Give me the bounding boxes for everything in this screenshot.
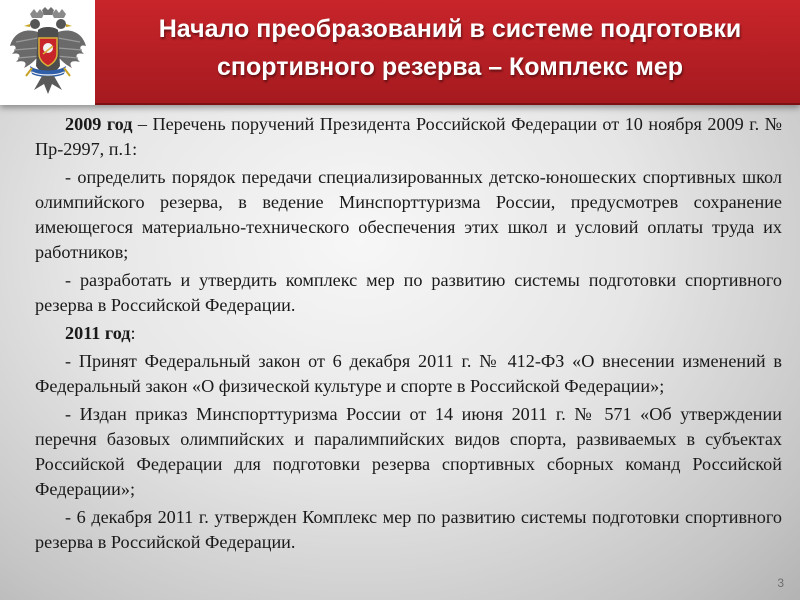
- paragraph-2011-colon: :: [130, 323, 136, 343]
- slide-header: [0, 0, 800, 105]
- page-title: [105, 10, 795, 86]
- paragraph-2011-intro: [35, 321, 782, 346]
- list-item-transfer-schools: - определить порядок передачи специализированных детско-юношеских спортивных школ олимпийского резерва, в ведение Минспорттуризма России, предусмотрев сохранение имеющегося материально-технического обеспечения этих школ и условий оплаты труда их работников;: [35, 167, 782, 262]
- paragraph-2009-text: – Перечень поручений Президента Российской Федерации от 10 ноября 2009 г. № Пр-2997, п.1:: [35, 114, 782, 159]
- paragraph-2009-intro: [35, 112, 782, 162]
- year-2011-label: 2011 год: [65, 323, 131, 343]
- list-item-complex-approved: - 6 декабря 2011 г. утвержден Комплекс мер по развитию системы подготовки спортивного резерва в Российской Федерации.: [35, 507, 782, 552]
- emblem-container: [0, 0, 95, 105]
- year-2009-label: 2009 год: [65, 114, 133, 134]
- slide-body: [35, 112, 782, 555]
- list-item-federal-law: - Принят Федеральный закон от 6 декабря 2011 г. № 412-ФЗ «О внесении изменений в Федеральный закон «О физической культуре и спорте в Российской Федерации»;: [35, 351, 782, 396]
- list-item-develop-measures: - разработать и утвердить комплекс мер по развитию системы подготовки спортивного резерва в Российской Федерации.: [35, 270, 782, 315]
- title-line-1: Начало преобразований в системе подготовки: [158, 15, 742, 43]
- page-number: 3: [777, 576, 784, 590]
- double-headed-eagle-emblem-icon: [8, 6, 88, 98]
- list-item-ministry-order: - Издан приказ Минспорттуризма России от 14 июня 2011 г. № 571 «Об утверждении перечня базовых олимпийских и паралимпийских видов спорта, развиваемых в субъектах Российской Федерации для подготовки резерва спортивных сборных команд Российской Федерации»;: [35, 404, 782, 499]
- title-line-2: спортивного резерва – Комплекс мер: [216, 53, 683, 81]
